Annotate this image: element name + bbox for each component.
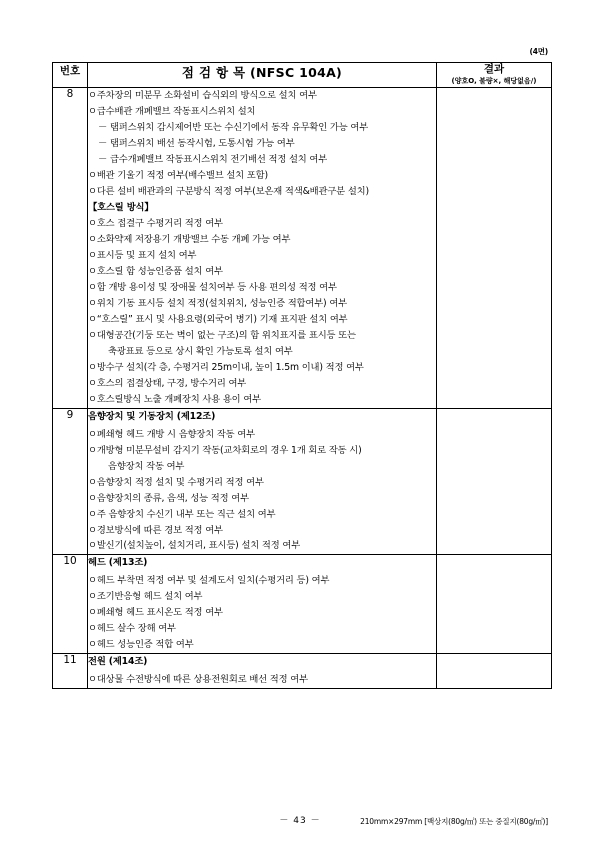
list-item: ㅇ헤드 성능인증 적합 여부 bbox=[88, 639, 194, 651]
table-header bbox=[53, 63, 552, 88]
paper-spec-note: 210mm×297mm [백상지(80g/㎡) 또는 중질지(80g/㎡)] bbox=[360, 817, 548, 826]
item-list bbox=[88, 409, 436, 555]
list-item: ㅇ대상물 수전방식에 따른 상용전원회로 배선 적정 여부 bbox=[88, 674, 308, 686]
row-items-cell bbox=[88, 408, 437, 555]
table-row bbox=[53, 654, 552, 689]
list-item: ㅇ호스 접결구 수평거리 적정 여부 bbox=[88, 217, 223, 229]
section-title: 음향장치 및 기동장치 (제12조) bbox=[88, 410, 216, 422]
list-item: ㅇ급수배관 개폐밸브 작동표시스위치 설치 bbox=[88, 105, 256, 117]
list-item: ㅇ대형공간(기둥 또는 벽이 없는 구조)의 함 위치표지를 표시등 또는 bbox=[88, 329, 356, 341]
list-item-continuation: 음향장치 작동 여부 bbox=[108, 460, 185, 472]
list-item: ㅇ음향장치의 종류, 음색, 성능 적정 여부 bbox=[88, 492, 249, 504]
row-number-cell: 10 bbox=[53, 555, 88, 654]
row-result-cell[interactable] bbox=[437, 408, 552, 555]
list-item: ㅇ발신기(설치높이, 설치거리, 표시등) 설치 적정 여부 bbox=[88, 540, 301, 552]
row-items-cell bbox=[88, 555, 437, 654]
list-item-continuation: 축광표료 등으로 상시 확인 가능토록 설치 여부 bbox=[108, 345, 293, 357]
list-item: ㅇ주 음향장치 수신기 내부 또는 직근 설치 여부 bbox=[88, 508, 276, 520]
row-number-cell: 8 bbox=[53, 87, 88, 408]
list-item: ㅇ폐쇄형 헤드 개방 시 음향장치 작동 여부 bbox=[88, 428, 255, 440]
list-item: ㅇ소화약제 저장용기 개방밸브 수동 개폐 가능 여부 bbox=[88, 233, 291, 245]
table-body bbox=[53, 87, 552, 688]
list-item: ㅇ호스릴 함 성능인증품 설치 여부 bbox=[88, 265, 223, 277]
list-item: ㅇ배관 기울기 적정 여부(배수밸브 설치 포함) bbox=[88, 169, 268, 181]
section-title: 헤드 (제13조) bbox=[88, 557, 148, 569]
list-item: ㅇ폐쇄형 헤드 표시온도 적정 여부 bbox=[88, 607, 223, 619]
list-item: ㅇ함 개방 용이성 및 장애물 설치여부 등 사용 편의성 적정 여부 bbox=[88, 281, 337, 293]
list-item: － 탬퍼스위치 배선 동작시험, 도통시험 가능 여부 bbox=[98, 137, 295, 149]
column-header-item: 점 검 항 목 (NFSC 104A) bbox=[88, 63, 437, 88]
column-header-no: 번호 bbox=[53, 63, 88, 88]
row-number-cell: 9 bbox=[53, 408, 88, 555]
table-header-row bbox=[53, 63, 552, 88]
page-tag: (4면) bbox=[529, 47, 548, 56]
column-header-result: 결과 (양호O, 불량×, 해당없음/) bbox=[437, 63, 552, 88]
item-list bbox=[88, 88, 436, 408]
section-title: 전원 (제14조) bbox=[88, 656, 148, 668]
row-items-cell bbox=[88, 87, 437, 408]
list-item: ㅇ방수구 설치(각 층, 수평거리 25m이내, 높이 1.5m 이내) 적정 여부 bbox=[88, 361, 364, 373]
row-result-cell[interactable] bbox=[437, 654, 552, 689]
table-row bbox=[53, 87, 552, 408]
row-number-cell: 11 bbox=[53, 654, 88, 689]
list-item: ㅇ다른 설비 배관과의 구분방식 적정 여부(보온재 적색&배관구분 설치) bbox=[88, 185, 369, 197]
table-row bbox=[53, 555, 552, 654]
list-item: ㅇ호스릴방식 노출 개폐장치 사용 용이 여부 bbox=[88, 393, 261, 405]
list-item: ㅇ위치 기동 표시등 설치 적정(설치위치, 성능인증 적합여부) 여부 bbox=[88, 297, 347, 309]
row-items-cell bbox=[88, 654, 437, 689]
list-item: ㅇ표시등 및 표지 설치 여부 bbox=[88, 249, 197, 261]
list-item: ㅇ조기반응형 헤드 설치 여부 bbox=[88, 591, 203, 603]
item-list bbox=[88, 555, 436, 653]
list-item: ㅇ헤드 부착면 적정 여부 및 설계도서 일치(수평거리 등) 여부 bbox=[88, 575, 330, 587]
page-footer bbox=[0, 813, 600, 827]
list-item: ㅇ호스의 접결상태, 구경, 방수거리 여부 bbox=[88, 377, 247, 389]
list-item: － 탬퍼스위치 감시제어반 또는 수신기에서 동작 유무확인 가능 여부 bbox=[98, 121, 369, 133]
inspection-checklist-table bbox=[52, 62, 552, 689]
list-item: ㅇ음향장치 적정 설치 및 수평거리 적정 여부 bbox=[88, 476, 264, 488]
item-list bbox=[88, 654, 436, 688]
list-item: ㅇ개방형 미분무설비 감지기 작동(교차회로의 경우 1개 회로 작동 시) bbox=[88, 444, 362, 456]
list-item: － 급수개폐밸브 작동표시스위치 전기배선 적정 설치 여부 bbox=[98, 153, 328, 165]
row-result-cell[interactable] bbox=[437, 87, 552, 408]
list-item: ㅇ경보방식에 따른 경보 적정 여부 bbox=[88, 524, 223, 536]
table-row bbox=[53, 408, 552, 555]
list-item: ㅇ헤드 살수 장해 여부 bbox=[88, 623, 176, 635]
list-item: ㅇ“호스릴” 표시 및 사용요령(외국어 병기) 기재 표지판 설치 여부 bbox=[88, 313, 348, 325]
row-result-cell[interactable] bbox=[437, 555, 552, 654]
list-item-heading: 【호스릴 방식】 bbox=[88, 201, 154, 213]
list-item: ㅇ주차장의 미분무 소화설비 습식외의 방식으로 설치 여부 bbox=[88, 89, 317, 101]
page-number: － 43 － bbox=[279, 816, 321, 826]
